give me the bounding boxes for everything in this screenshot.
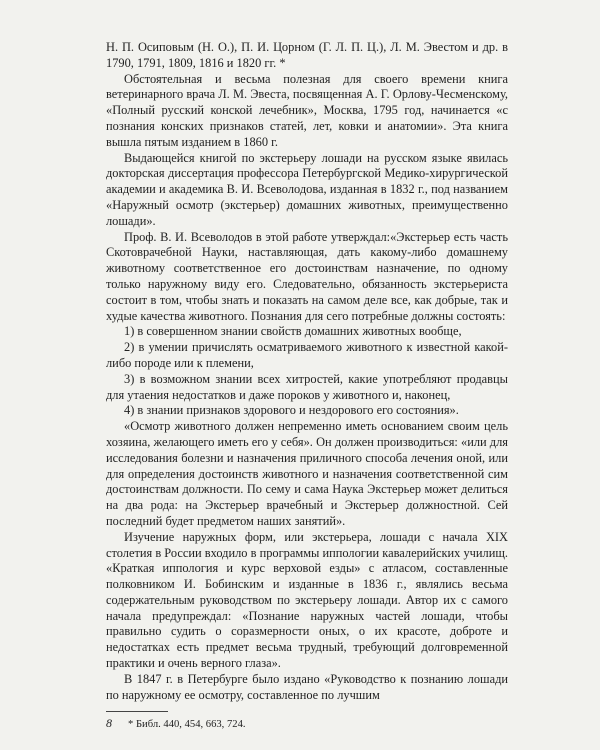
paragraph-4: Проф. В. И. Всеволодов в этой работе утверждал:«Экстерьер есть часть Скотоврачебной Науки, наставляющая, дать какому-либо домашнему животному соответственное его достоинствам назначение, по одному только наружному виду его. Следовательно, обязанность экстерьериста состоит в том, чтобы знать и показать на самом деле все, как добрые, так и худые качества животного. Познания для сего потребные должны состоять: xyxy=(106,229,508,323)
footnote: * Библ. 440, 454, 663, 724. xyxy=(128,719,246,731)
paragraph-2: Обстоятельная и весьма полезная для своего времени книга ветеринарного врача Л. М. Эвеста, посвященная А. Г. Орлову-Чесменскому, «Полный русский конской лечебник», Москва, 1795 год, начинается «с познания конских признаков статей, лет, ковки и анатомии». Эта книга вышла пятым изданием в 1860 г. xyxy=(106,71,508,149)
paragraph-5: «Осмотр животного должен непременно иметь основанием своим цель хозяина, желающего иметь его у себя». Он должен производиться: «или для исследования болезни и назначения приличного способа лечения оной, или для определения достоинств животного и назначения соответственной сим достоинствам должности. По сему и сама Наука Экстерьер может делиться на два рода: на Экстерьер врачебный и Экстерьер должностной. Сей последний будет предметом наших занятий». xyxy=(106,419,508,528)
list-item-4: 4) в знании признаков здорового и нездорового его состояния». xyxy=(124,403,459,418)
list-item-2: 2) в умении причислять осматриваемого животного к известной какой-либо породе или к племени, xyxy=(106,340,508,370)
list-item-1: 1) в совершенном знании свойств домашних животных вообще, xyxy=(124,324,462,339)
page-number: 8 xyxy=(106,716,112,730)
paragraph-6: Изучение наружных форм, или экстерьера, лошади с начала XIX столетия в России входило в программы иппологии кавалерийских училищ. «Краткая иппология и курс верховой езды» с атласом, составленные полковником И. Бобинским и изданные в 1836 г., являлись весьма содержательным руководством по экстерьеру лошади. Автор их с самого начала предупреждал: «Познание наружных частей лошади, чтобы правильно судить о соразмерности оных, о их красоте, доброте и недостатках есть предмет весьма трудный, требующий долговременной практики и очень верного глаза». xyxy=(106,529,508,671)
footnote-divider xyxy=(106,711,168,712)
paragraph-7: В 1847 г. в Петербурге было издано «Руководство к познанию лошади по наружному ее осмотру, составленное по лучшим xyxy=(106,671,508,702)
paragraph-1: Н. П. Осиповым (Н. О.), П. И. Цорном (Г. Л. П. Ц.), Л. М. Эвестом и др. в 1790, 1791, 1809, 1816 и 1820 гг. * xyxy=(106,40,508,70)
paragraph-3: Выдающейся книгой по экстерьеру лошади на русском языке явилась докторская диссертация профессора Петербургской Медико-хирургической академии и академика В. И. Всеволодова, изданная в 1832 г., под названием «Наружный осмотр (экстерьер) домашних животных, преимущественно лошади». xyxy=(106,150,508,228)
body-text xyxy=(106,40,508,703)
list-item-3: 3) в возможном знании всех хитростей, какие употребляют продавцы для утаения недостатков и даже пороков у животного и, наконец, xyxy=(106,371,508,402)
